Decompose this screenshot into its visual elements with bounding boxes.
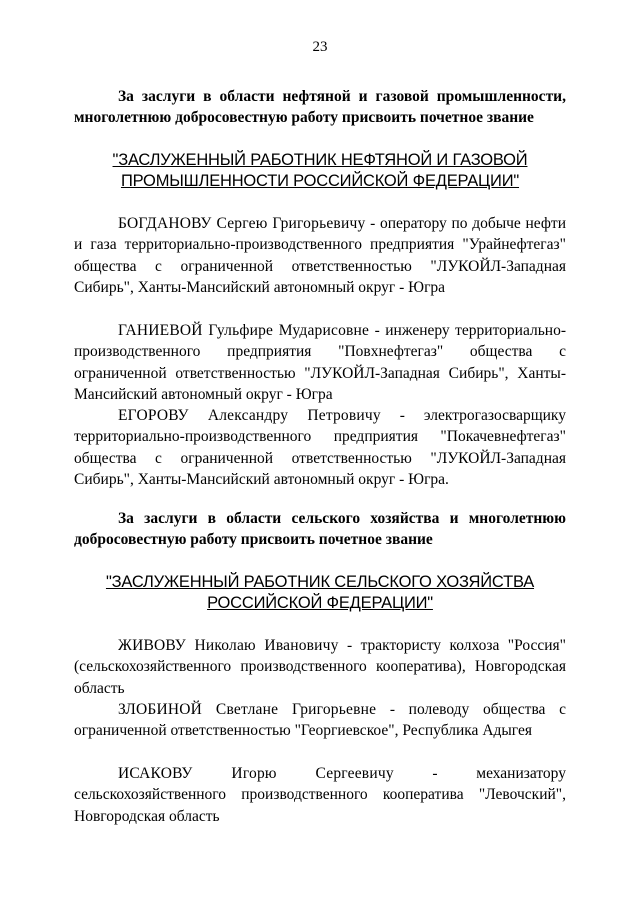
award-entry-ganieva <box>74 320 566 405</box>
awardee-position: - трактористу колхоза "Россия" (сельскохозяйственного производственного кооператива), Новгородская область <box>74 637 566 697</box>
award-entry-zhivov <box>74 635 566 699</box>
honorary-title-line: РОССИЙСКОЙ ФЕДЕРАЦИИ" <box>207 594 433 612</box>
awardee-name: ИСАКОВУ Игорю Сергеевичу <box>118 765 394 782</box>
honorary-title-line: "ЗАСЛУЖЕННЫЙ РАБОТНИК НЕФТЯНОЙ И ГАЗОВОЙ <box>112 151 528 169</box>
section-heading-oil-gas: За заслуги в области нефтяной и газовой промышленности, многолетнюю добросовестную работу присвоить почетное звание <box>74 88 566 126</box>
awardee-name: ЗЛОБИНОЙ Светлане Григорьевне <box>118 701 377 718</box>
award-entry-zlobina <box>74 699 566 742</box>
awardee-name: ЖИВОВУ Николаю Ивановичу <box>118 637 339 654</box>
awardee-name: ЕГОРОВУ Александру Петровичу <box>118 407 381 424</box>
awardee-position: - оператору по добыче нефти и газа территориально-производственного предприятия "Урайнефтегаз" общества с ограниченной ответственностью "ЛУКОЙЛ-Западная Сибирь", Ханты-Мансийский автономный округ - Югра <box>74 215 566 296</box>
awardee-position: - полеводу общества с ограниченной ответственностью "Георгиевское", Республика Адыгея <box>74 701 566 740</box>
section-heading-agriculture: За заслуги в области сельского хозяйства и многолетнюю добросовестную работу присвоить почетное звание <box>74 510 566 548</box>
honorary-title-line: ПРОМЫШЛЕННОСТИ РОССИЙСКОЙ ФЕДЕРАЦИИ" <box>120 172 520 190</box>
awardee-name: БОГДАНОВУ Сергею Григорьевичу <box>118 215 366 232</box>
awardee-name: ГАНИЕВОЙ Гульфире Мударисовне <box>118 322 370 339</box>
awardee-position: - электрогазосварщику территориально-производственного предприятия "Покачевнефтегаз" общества с ограниченной ответственностью "ЛУКОЙЛ-Западная Сибирь", Ханты-Мансийский автономный округ - Югра. <box>74 407 566 488</box>
honorary-title-oil-gas <box>74 150 566 192</box>
awardee-position: - механизатору сельскохозяйственного производственного кооператива "Левочский", Новгородская область <box>74 765 566 825</box>
page-number: 23 <box>312 39 328 55</box>
honorary-title-line: "ЗАСЛУЖЕННЫЙ РАБОТНИК СЕЛЬСКОГО ХОЗЯЙСТВА <box>105 573 535 591</box>
award-entry-isakov <box>74 763 566 827</box>
awardee-position: - инженеру территориально-производственного предприятия "Повхнефтегаз" общества с ограниченной ответственностью "ЛУКОЙЛ-Западная Сибирь", Ханты-Мансийский автономный округ - Югра <box>74 322 566 403</box>
award-entry-bogdanov <box>74 213 566 298</box>
award-entry-egorov <box>74 405 566 490</box>
honorary-title-agriculture <box>74 572 566 614</box>
